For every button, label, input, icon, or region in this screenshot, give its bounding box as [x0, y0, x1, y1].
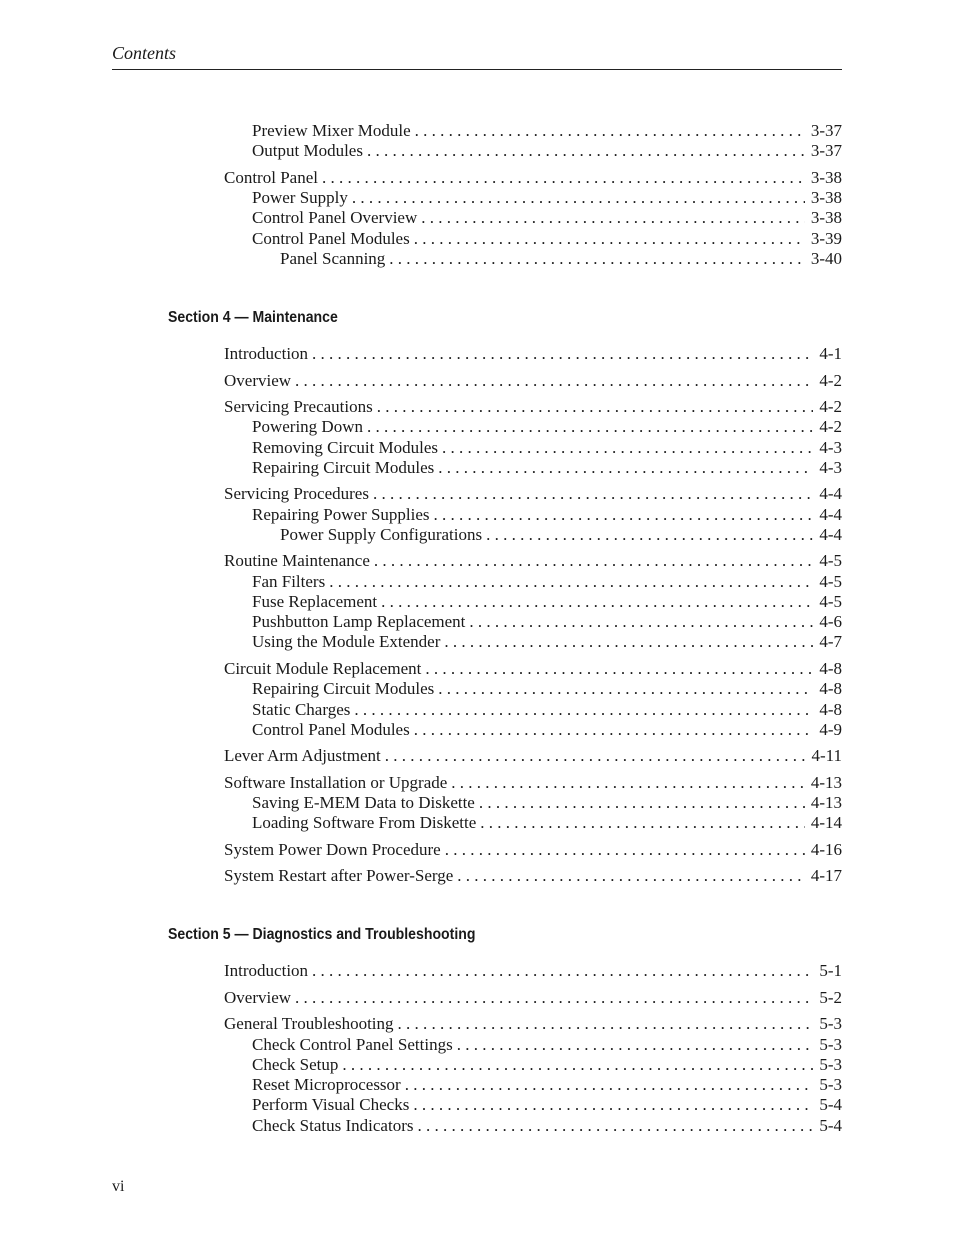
dot-leader — [438, 679, 813, 699]
dot-leader — [417, 1116, 813, 1136]
dot-leader — [480, 813, 805, 833]
toc-entry-page: 4-5 — [819, 592, 842, 611]
toc-entry-page: 3-37 — [810, 141, 842, 160]
toc-entry-title: Preview Mixer Module — [252, 121, 411, 140]
dot-leader — [312, 961, 813, 981]
dot-leader — [312, 344, 813, 364]
toc-entry-page: 4-17 — [810, 866, 842, 885]
toc-entry[interactable] — [224, 344, 842, 364]
dot-leader — [451, 773, 805, 793]
toc-entry[interactable] — [252, 1116, 842, 1136]
toc-entry-title: Fuse Replacement — [252, 592, 378, 611]
dot-leader — [442, 438, 813, 458]
dot-leader — [438, 458, 813, 478]
toc-entry-page: 4-4 — [819, 525, 842, 544]
toc-entry[interactable] — [252, 208, 842, 228]
dot-leader — [413, 1095, 813, 1115]
toc-entry-page: 5-1 — [819, 961, 842, 980]
toc-entry-title: Repairing Circuit Modules — [252, 679, 435, 698]
toc-entry[interactable] — [252, 1055, 842, 1075]
toc-entry-title: Software Installation or Upgrade — [224, 773, 448, 792]
toc-entry-page: 4-1 — [819, 344, 842, 363]
toc-entry-title: Control Panel — [224, 168, 318, 187]
toc-entry-page: 3-37 — [810, 121, 842, 140]
dot-leader — [486, 525, 813, 545]
dot-leader — [374, 551, 813, 571]
dot-leader — [352, 188, 805, 208]
toc-entry-title: Fan Filters — [252, 572, 326, 591]
toc-entry[interactable] — [252, 612, 842, 632]
toc-entry[interactable] — [252, 121, 842, 141]
toc-entry[interactable] — [224, 371, 842, 391]
toc-entry-page: 4-13 — [810, 793, 842, 812]
toc-entry-title: Power Supply — [252, 188, 348, 207]
dot-leader — [295, 988, 813, 1008]
dot-leader — [367, 417, 813, 437]
toc-entry[interactable] — [252, 700, 842, 720]
toc-entry[interactable] — [252, 438, 842, 458]
toc-entry[interactable] — [224, 397, 842, 417]
toc-entry-title: Control Panel Overview — [252, 208, 418, 227]
dot-leader — [445, 840, 805, 860]
toc-entry-title: Static Charges — [252, 700, 351, 719]
toc-entry[interactable] — [224, 551, 842, 571]
toc-entry[interactable] — [252, 458, 842, 478]
toc-entry[interactable] — [252, 813, 842, 833]
toc-entry-title: Lever Arm Adjustment — [224, 746, 381, 765]
toc-entry-title: Control Panel Modules — [252, 229, 410, 248]
dot-leader — [342, 1055, 813, 1075]
toc-entry-title: Repairing Circuit Modules — [252, 458, 435, 477]
toc-entry[interactable] — [224, 168, 842, 188]
dot-leader — [444, 632, 813, 652]
toc-entry-page: 4-2 — [819, 371, 842, 390]
toc-entry[interactable] — [252, 572, 842, 592]
toc-entry-title: Pushbutton Lamp Replacement — [252, 612, 466, 631]
toc-entry[interactable] — [252, 592, 842, 612]
toc-entry-page: 4-6 — [819, 612, 842, 631]
toc-entry-title: Servicing Procedures — [224, 484, 369, 503]
toc-entry-page: 3-38 — [810, 168, 842, 187]
toc-entry[interactable] — [252, 141, 842, 161]
dot-leader — [322, 168, 805, 188]
toc-entry-page: 3-40 — [810, 249, 842, 268]
toc-entry[interactable] — [252, 632, 842, 652]
dot-leader — [434, 505, 814, 525]
toc-entry-page: 5-3 — [819, 1014, 842, 1033]
toc-entry-page: 4-11 — [811, 746, 842, 765]
toc-entry-title: Saving E-MEM Data to Diskette — [252, 793, 475, 812]
toc-entry-page: 4-14 — [810, 813, 842, 832]
toc-entry-title: Repairing Power Supplies — [252, 505, 430, 524]
toc-entry[interactable] — [224, 961, 842, 981]
toc-entry-page: 4-9 — [819, 720, 842, 739]
dot-leader — [469, 612, 813, 632]
toc-entry-page: 5-3 — [819, 1035, 842, 1054]
toc-entry-title: Power Supply Configurations — [280, 525, 483, 544]
toc-entry-page: 4-8 — [819, 659, 842, 678]
toc-entry[interactable] — [224, 840, 842, 860]
dot-leader — [457, 1035, 814, 1055]
toc-entry-title: Servicing Precautions — [224, 397, 373, 416]
toc-entry[interactable] — [252, 188, 842, 208]
toc-entry-title: Output Modules — [252, 141, 363, 160]
toc-entry[interactable] — [252, 417, 842, 437]
dot-leader — [479, 793, 805, 813]
toc-entry[interactable] — [252, 679, 842, 699]
toc-entry-page: 5-4 — [819, 1116, 842, 1135]
toc-entry-page: 4-4 — [819, 484, 842, 503]
dot-leader — [389, 249, 805, 269]
toc-entry[interactable] — [224, 988, 842, 1008]
toc-entry-title: Overview — [224, 371, 292, 390]
toc-entry-page: 5-3 — [819, 1055, 842, 1074]
dot-leader — [381, 592, 813, 612]
toc-entry-page: 4-5 — [819, 572, 842, 591]
toc-entry-page: 4-4 — [819, 505, 842, 524]
dot-leader — [329, 572, 813, 592]
toc-entry[interactable] — [252, 793, 842, 813]
dot-leader — [421, 208, 805, 228]
toc-entry-page: 4-13 — [810, 773, 842, 792]
toc-entry-title: Panel Scanning — [280, 249, 386, 268]
toc-entry-page: 4-3 — [819, 438, 842, 457]
toc-entry-title: Using the Module Extender — [252, 632, 441, 651]
toc-entry[interactable] — [252, 1095, 842, 1115]
dot-leader — [414, 229, 805, 249]
toc-entry[interactable] — [224, 1014, 842, 1034]
dot-leader — [377, 397, 814, 417]
toc-entry-title: Perform Visual Checks — [252, 1095, 410, 1114]
toc-entry-page: 3-38 — [810, 188, 842, 207]
toc-entry-title: System Restart after Power-Serge — [224, 866, 454, 885]
toc-entry-title: Circuit Module Replacement — [224, 659, 422, 678]
toc-entry-page: 5-4 — [819, 1095, 842, 1114]
toc-entry[interactable] — [224, 746, 842, 766]
dot-leader — [415, 121, 805, 141]
toc-entry-page: 4-8 — [819, 700, 842, 719]
toc-entry[interactable] — [252, 1075, 842, 1095]
toc-entry-page: 5-3 — [819, 1075, 842, 1094]
toc-entry-title: Routine Maintenance — [224, 551, 370, 570]
toc-entry[interactable] — [252, 720, 842, 740]
toc-entry-page: 4-8 — [819, 679, 842, 698]
toc-entry-title: Check Setup — [252, 1055, 339, 1074]
dot-leader — [457, 866, 805, 886]
dot-leader — [425, 659, 813, 679]
toc-entry[interactable] — [280, 525, 842, 545]
dot-leader — [367, 141, 805, 161]
running-header: Contents — [112, 43, 177, 63]
toc-entry[interactable] — [252, 505, 842, 525]
toc-entry[interactable] — [224, 659, 842, 679]
dot-leader — [414, 720, 814, 740]
toc-entry-page: 4-2 — [819, 397, 842, 416]
toc-entry[interactable] — [224, 484, 842, 504]
toc-entry-title: System Power Down Procedure — [224, 840, 441, 859]
toc-entry-page: 4-2 — [819, 417, 842, 436]
toc-entry[interactable] — [280, 249, 842, 269]
toc-entry[interactable] — [252, 229, 842, 249]
toc-entry-title: Loading Software From Diskette — [252, 813, 477, 832]
toc-entry-title: Check Control Panel Settings — [252, 1035, 453, 1054]
toc-entry-page: 3-38 — [810, 208, 842, 227]
toc-entry-title: Check Status Indicators — [252, 1116, 414, 1135]
toc-entry-title: Overview — [224, 988, 292, 1007]
toc-entry[interactable] — [224, 773, 842, 793]
section-heading-4: Section 4 — Maintenance — [168, 309, 338, 326]
toc-entry[interactable] — [252, 1035, 842, 1055]
dot-leader — [295, 371, 813, 391]
toc-entry-page: 4-7 — [819, 632, 842, 651]
toc-entry-page: 5-2 — [819, 988, 842, 1007]
toc-entry-page: 4-5 — [819, 551, 842, 570]
dot-leader — [405, 1075, 814, 1095]
toc-entry-title: Reset Microprocessor — [252, 1075, 401, 1094]
toc-entry-title: Introduction — [224, 961, 309, 980]
toc-entry-title: General Troubleshooting — [224, 1014, 394, 1033]
page-number: vi — [112, 1178, 125, 1195]
section-heading-5: Section 5 — Diagnostics and Troubleshooting — [168, 926, 476, 943]
toc-entry-title: Powering Down — [252, 417, 363, 436]
toc-entry-title: Control Panel Modules — [252, 720, 410, 739]
toc-entry-title: Introduction — [224, 344, 309, 363]
dot-leader — [373, 484, 813, 504]
dot-leader — [385, 746, 806, 766]
dot-leader — [354, 700, 813, 720]
toc-entry-page: 4-16 — [810, 840, 842, 859]
dot-leader — [398, 1014, 814, 1034]
toc-entry[interactable] — [224, 866, 842, 886]
toc-entry-page: 4-3 — [819, 458, 842, 477]
toc-entry-page: 3-39 — [810, 229, 842, 248]
toc-entry-title: Removing Circuit Modules — [252, 438, 439, 457]
